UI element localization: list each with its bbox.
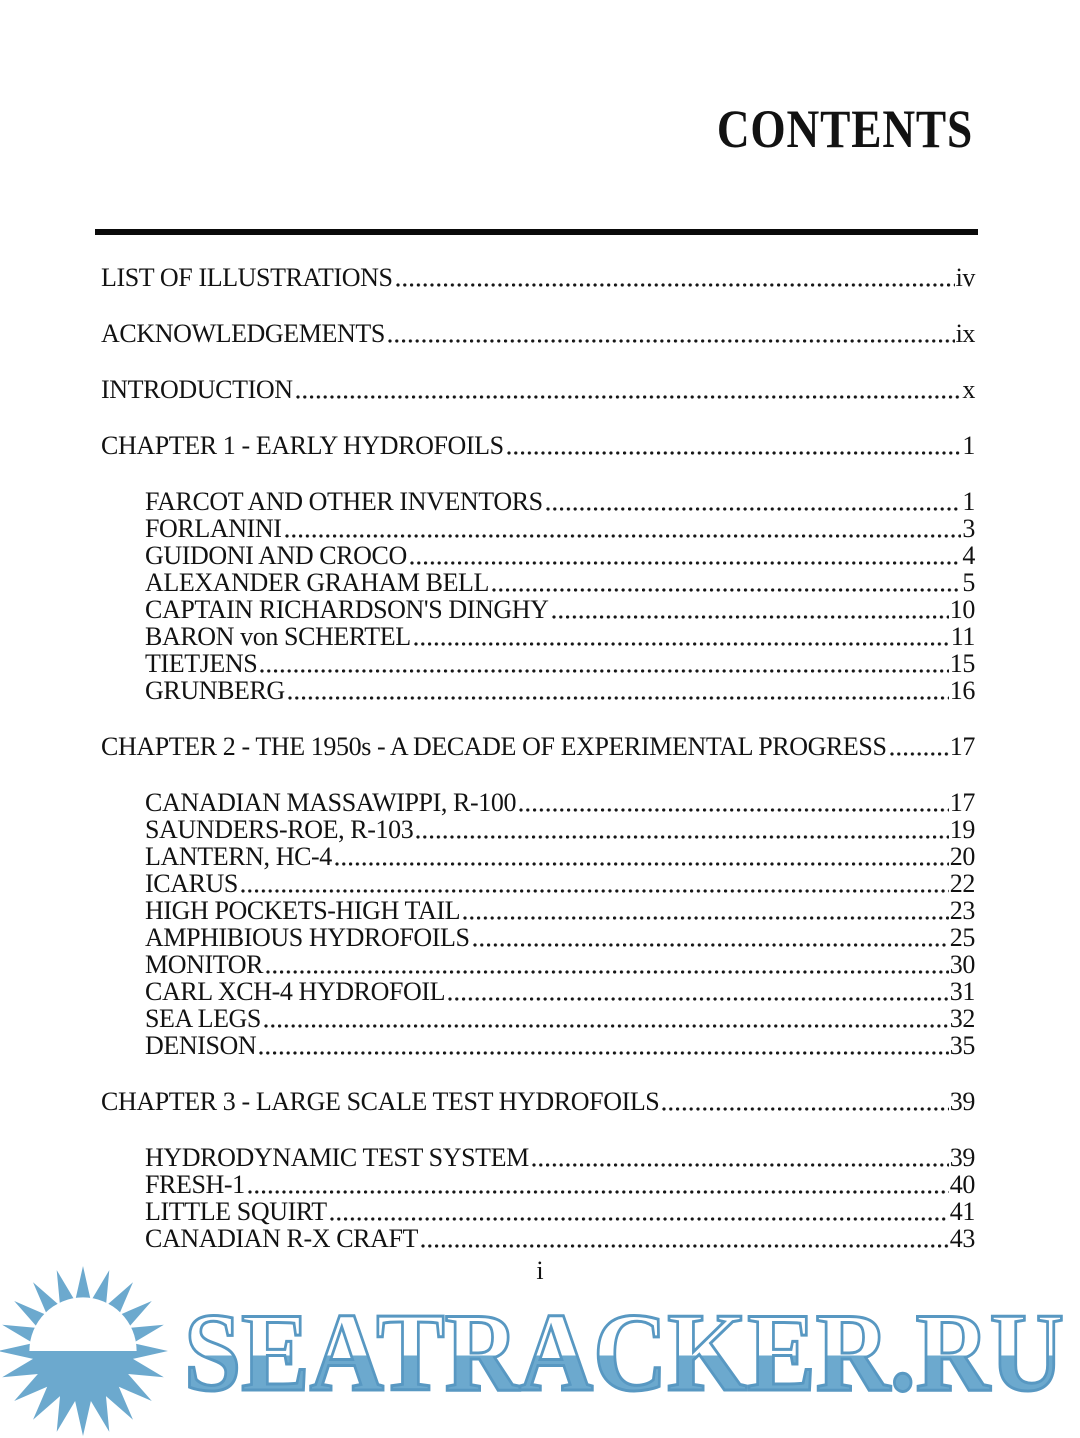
chapter-heading-label: CHAPTER 3 - LARGE SCALE TEST HYDROFOILS <box>101 1087 660 1116</box>
toc-entry-label: CARL XCH-4 HYDROFOIL <box>145 977 446 1006</box>
table-of-contents <box>101 264 975 1252</box>
toc-entry-label: BARON von SCHERTEL <box>145 622 411 651</box>
dot-leader <box>506 451 962 455</box>
toc-entry-page: 43 <box>949 1224 975 1253</box>
title-divider-rule <box>95 229 978 235</box>
chapter-heading-page: 39 <box>949 1087 975 1116</box>
toc-entry-label: FRESH-1 <box>145 1170 245 1199</box>
dot-leader <box>447 997 949 1001</box>
toc-entry <box>101 569 975 596</box>
toc-entry-label: TIETJENS <box>145 649 258 678</box>
chapter-heading-page: 17 <box>949 732 975 761</box>
toc-entry <box>101 1032 975 1059</box>
toc-entry-page: 25 <box>949 923 975 952</box>
dot-leader <box>284 534 962 538</box>
toc-entry-page: 41 <box>949 1197 975 1226</box>
toc-entry-page: x <box>962 375 975 404</box>
toc-entry-page: 39 <box>949 1143 975 1172</box>
toc-entry <box>101 677 975 704</box>
toc-entry <box>101 951 975 978</box>
toc-entry-label: CANADIAN MASSAWIPPI, R-100 <box>145 788 517 817</box>
toc-entry <box>101 816 975 843</box>
toc-entry-page: 30 <box>949 950 975 979</box>
dot-leader <box>545 507 962 511</box>
toc-entry-label: FORLANINI <box>145 514 282 543</box>
toc-entry <box>101 1225 975 1252</box>
chapter-heading-label: CHAPTER 2 - THE 1950s - A DECADE OF EXPERIMENTAL PROGRESS <box>101 732 887 761</box>
dot-leader <box>334 862 949 866</box>
dot-leader <box>661 1107 948 1111</box>
watermark-text-label: SEATRACKER.RU <box>184 1294 1064 1406</box>
chapter-2-block <box>101 733 975 1059</box>
dot-leader <box>472 943 949 947</box>
toc-entry <box>101 623 975 650</box>
toc-entry-page: 22 <box>949 869 975 898</box>
toc-entry-label: DENISON <box>145 1031 257 1060</box>
dot-leader <box>409 561 962 565</box>
toc-entry-label: FARCOT AND OTHER INVENTORS <box>145 487 543 516</box>
dot-leader <box>889 752 949 756</box>
toc-entry-page: 1 <box>962 487 975 516</box>
dot-leader <box>263 1024 949 1028</box>
dot-leader <box>462 916 949 920</box>
dot-leader <box>395 283 955 287</box>
toc-entry-page: 4 <box>962 541 975 570</box>
toc-entry <box>101 1198 975 1225</box>
toc-entry-label: MONITOR <box>145 950 264 979</box>
dot-leader <box>258 1051 948 1055</box>
dot-leader <box>491 588 961 592</box>
toc-entry <box>101 542 975 569</box>
toc-entry-page: 19 <box>949 815 975 844</box>
toc-entry-page: iv <box>955 263 975 292</box>
toc-entry-label: HYDRODYNAMIC TEST SYSTEM <box>145 1143 529 1172</box>
toc-entry-label: INTRODUCTION <box>101 375 293 404</box>
toc-entry-page: 11 <box>950 622 975 651</box>
watermark-sun-logo <box>0 1264 170 1438</box>
chapter-heading <box>101 432 975 459</box>
toc-entry-label: LIST OF ILLUSTRATIONS <box>101 263 393 292</box>
toc-entry-page: 23 <box>949 896 975 925</box>
toc-entry-page: 3 <box>962 514 975 543</box>
toc-entry <box>101 264 975 291</box>
toc-entry <box>101 870 975 897</box>
dot-leader <box>295 395 962 399</box>
page-title: CONTENTS <box>716 99 973 159</box>
toc-entry-label: ACKNOWLEDGEMENTS <box>101 319 385 348</box>
dot-leader <box>265 970 949 974</box>
toc-entry-label: ALEXANDER GRAHAM BELL <box>145 568 490 597</box>
dot-leader <box>329 1217 949 1221</box>
toc-entry <box>101 320 975 347</box>
chapter-heading <box>101 733 975 760</box>
toc-entry <box>101 1144 975 1171</box>
chapter-heading-page: 1 <box>962 431 975 460</box>
toc-entry <box>101 1171 975 1198</box>
toc-entry-label: AMPHIBIOUS HYDROFOILS <box>145 923 470 952</box>
toc-entry <box>101 843 975 870</box>
toc-entry-page: 15 <box>949 649 975 678</box>
dot-leader <box>518 808 949 812</box>
toc-entry-page: 20 <box>949 842 975 871</box>
toc-entry-label: SEA LEGS <box>145 1004 261 1033</box>
toc-entry-page: 5 <box>962 568 975 597</box>
chapter-3-sections <box>101 1144 975 1252</box>
toc-entry-page: 10 <box>949 595 975 624</box>
toc-entry-label: HIGH POCKETS-HIGH TAIL <box>145 896 461 925</box>
toc-entry <box>101 789 975 816</box>
toc-entry <box>101 897 975 924</box>
toc-entry <box>101 376 975 403</box>
toc-entry-page: 35 <box>949 1031 975 1060</box>
dot-leader <box>420 1244 949 1248</box>
toc-entry-label: ICARUS <box>145 869 238 898</box>
toc-entry-label: GRUNBERG <box>145 676 285 705</box>
toc-entry-label: SAUNDERS-ROE, R-103 <box>145 815 414 844</box>
toc-entry-label: LANTERN, HC-4 <box>145 842 332 871</box>
chapter-1-block <box>101 432 975 704</box>
toc-entry <box>101 1005 975 1032</box>
dot-leader <box>413 642 950 646</box>
chapter-heading-label: CHAPTER 1 - EARLY HYDROFOILS <box>101 431 504 460</box>
toc-entry-page: 32 <box>949 1004 975 1033</box>
toc-entry <box>101 650 975 677</box>
toc-entry-page: 17 <box>949 788 975 817</box>
chapter-1-sections <box>101 488 975 704</box>
toc-entry <box>101 488 975 515</box>
toc-entry-page: ix <box>955 319 975 348</box>
toc-entry-label: CAPTAIN RICHARDSON'S DINGHY <box>145 595 549 624</box>
chapter-3-block <box>101 1088 975 1252</box>
dot-leader <box>247 1190 949 1194</box>
dot-leader <box>531 1163 949 1167</box>
dot-leader <box>240 889 949 893</box>
dot-leader <box>259 669 948 673</box>
toc-entry-label: CANADIAN R-X CRAFT <box>145 1224 419 1253</box>
page-number: i <box>536 1256 544 1285</box>
toc-entry-label: LITTLE SQUIRT <box>145 1197 327 1226</box>
dot-leader <box>551 615 949 619</box>
toc-entry-page: 31 <box>949 977 975 1006</box>
dot-leader <box>387 339 955 343</box>
dot-leader <box>287 696 949 700</box>
toc-entry-page: 40 <box>949 1170 975 1199</box>
chapter-heading <box>101 1088 975 1115</box>
toc-entry <box>101 515 975 542</box>
toc-entry-page: 16 <box>949 676 975 705</box>
watermark-text <box>182 1294 1068 1406</box>
toc-entry <box>101 978 975 1005</box>
toc-entry <box>101 924 975 951</box>
toc-entry <box>101 596 975 623</box>
chapter-2-sections <box>101 789 975 1059</box>
dot-leader <box>415 835 948 839</box>
toc-entry-label: GUIDONI AND CROCO <box>145 541 407 570</box>
